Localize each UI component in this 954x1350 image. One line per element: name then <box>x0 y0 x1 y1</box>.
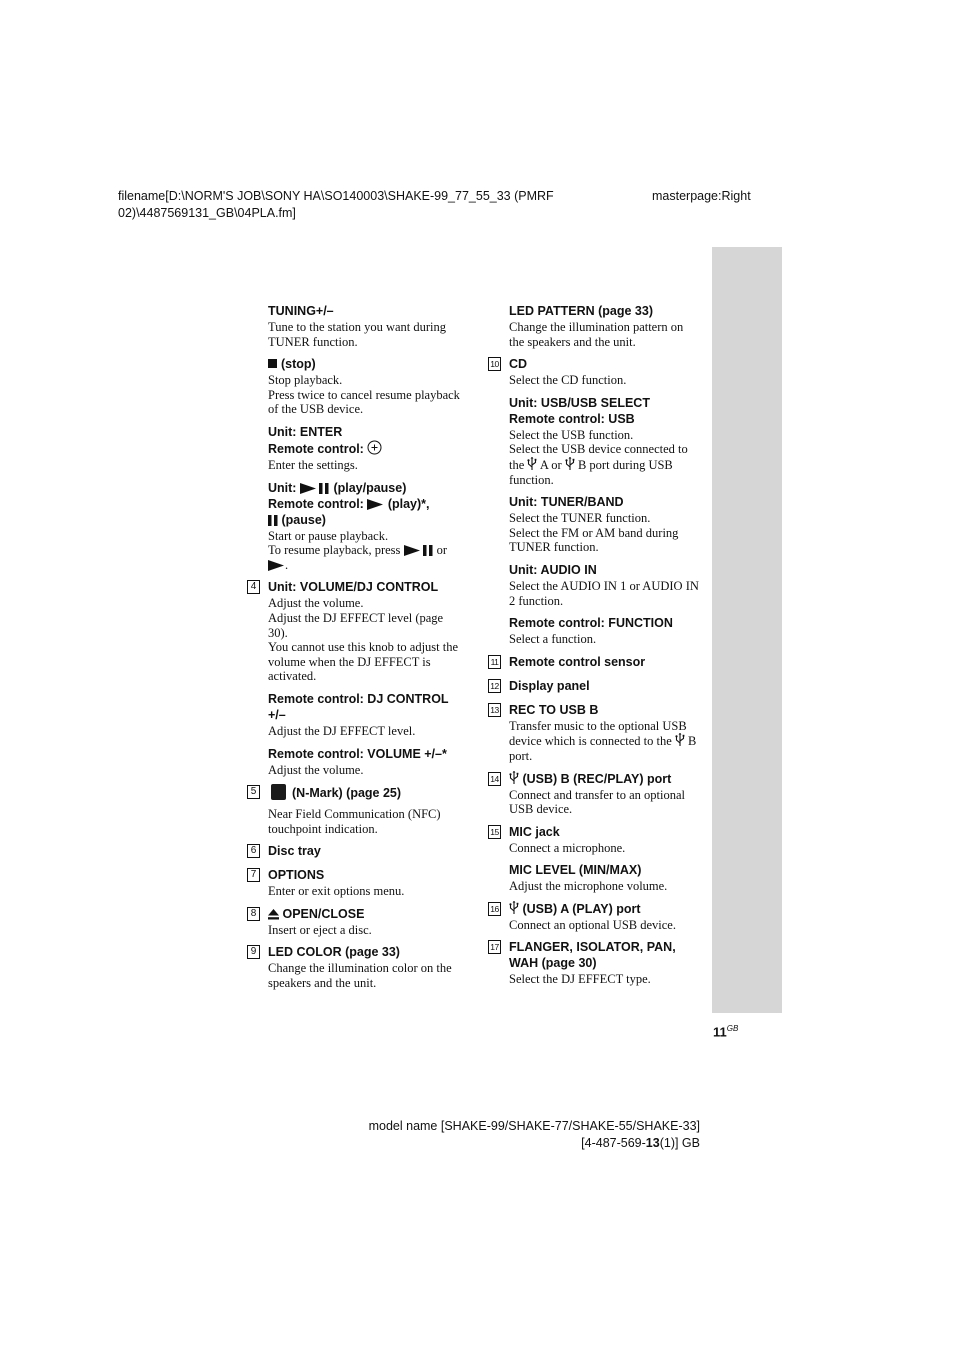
led-pattern-heading: LED PATTERN (page 33) <box>509 304 653 318</box>
item-7-heading <box>250 867 460 883</box>
play-heading-remote <box>268 496 460 512</box>
tuner-text-2: Select the FM or AM band during TUNER function. <box>509 525 679 555</box>
tuning-text: Tune to the station you want during TUNER function. <box>268 320 447 349</box>
item-number-4: 4 <box>247 580 260 594</box>
play-pause-icon-inline <box>404 545 434 556</box>
enter-heading-unit: Unit: ENTER <box>268 424 343 439</box>
stop-text <box>268 373 460 417</box>
item-8-heading <box>250 906 460 922</box>
enter-heading-remote <box>268 440 460 457</box>
dj-control-heading: Remote control: DJ CONTROL +/– <box>268 691 449 722</box>
pause-icon <box>268 515 278 526</box>
item-17-heading <box>490 939 701 971</box>
play-heading-unit-label: Unit: <box>268 480 297 495</box>
play-heading-remote-text: (play)*, <box>387 496 430 511</box>
item-number-17: 17 <box>488 940 501 954</box>
item-13-text <box>509 719 701 764</box>
n-mark-icon <box>271 784 286 800</box>
page-number <box>713 1024 738 1039</box>
item-5-heading <box>250 784 460 801</box>
usb-icon <box>527 457 537 471</box>
usb-text-2b: A or <box>539 457 562 472</box>
item-7-heading-text: OPTIONS <box>268 868 325 883</box>
item-number-14: 14 <box>488 772 501 786</box>
play-text-2: To resume playback, press <box>268 543 401 558</box>
item-13-heading <box>490 702 701 718</box>
mic-level-text: Adjust the microphone volume. <box>509 879 668 894</box>
usb-text-1: Select the USB function. <box>509 427 634 442</box>
tuning-heading <box>268 303 460 319</box>
item-4-text-3: You cannot use this knob to adjust the volume when the DJ EFFECT is activated. <box>268 640 459 684</box>
item-number-5: 5 <box>247 785 260 799</box>
item-14-text: Connect and transfer to an optional USB device. <box>509 787 685 817</box>
play-text: Start or pause playback. To resume playback, press or . <box>268 528 448 572</box>
item-number-8: 8 <box>247 907 260 921</box>
play-icon-inline <box>268 560 285 571</box>
item-12-heading-text: Display panel <box>509 678 590 693</box>
footer-code-bold: 13 <box>645 1136 660 1150</box>
stop-heading-text: (stop) <box>281 357 316 372</box>
play-text-1: Start or pause playback. <box>268 528 389 543</box>
item-6-heading <box>250 843 460 859</box>
usb-icon <box>509 901 519 915</box>
usb-icon <box>509 771 519 785</box>
led-pattern-text: Change the illumination pattern on the speakers and the unit. <box>509 320 684 349</box>
item-10-heading <box>490 356 701 372</box>
item-8-heading-text: OPEN/CLOSE <box>282 906 365 921</box>
play-text-or: or <box>436 543 448 558</box>
play-pause-icon <box>300 483 330 494</box>
item-4-heading <box>250 579 460 595</box>
item-number-12: 12 <box>488 679 501 693</box>
item-13-heading-text: REC TO USB B <box>509 702 599 717</box>
item-6-heading-text: Disc tray <box>268 844 321 859</box>
item-number-11: 11 <box>488 655 501 669</box>
item-13-text-b: B port. <box>509 734 697 763</box>
item-4-heading-text: Unit: VOLUME/DJ CONTROL <box>268 580 439 595</box>
side-tab <box>712 247 782 1013</box>
pause-heading <box>268 512 460 528</box>
item-9-heading <box>250 944 460 960</box>
tuner-text <box>509 511 701 555</box>
item-number-6: 6 <box>247 844 260 858</box>
footer <box>369 1118 700 1152</box>
item-4-text-2: Adjust the DJ EFFECT level (page 30). <box>268 610 444 640</box>
play-icon <box>367 499 384 510</box>
item-9-heading-text: LED COLOR (page 33) <box>268 945 400 960</box>
enter-circle-icon <box>367 440 382 455</box>
mic-level-heading: MIC LEVEL (MIN/MAX) <box>509 863 642 878</box>
usb-text-2a: Select the USB device connected to the <box>509 442 688 472</box>
play-heading-unit-text: (play/pause) <box>333 480 407 495</box>
enter-heading-remote-text: Remote control: <box>268 441 364 456</box>
page-number-value: 11 <box>713 1024 727 1040</box>
stop-icon <box>268 359 277 368</box>
left-column <box>250 303 460 998</box>
page-number-suffix: GB <box>726 1024 739 1033</box>
item-15-text: Connect a microphone. <box>509 840 626 855</box>
pause-heading-text: (pause) <box>281 512 326 527</box>
footer-code <box>369 1135 700 1152</box>
footer-code-a: [4-487-569- <box>581 1136 646 1150</box>
item-13-text-a: Transfer music to the optional USB device which is connected to the <box>509 718 687 749</box>
right-column <box>490 303 701 994</box>
enter-text: Enter the settings. <box>268 457 358 472</box>
item-15-heading-text: MIC jack <box>509 824 560 839</box>
header-masterpage: masterpage:Right <box>652 189 751 203</box>
item-9-text: Change the illumination color on the speakers and the unit. <box>268 961 452 991</box>
footer-model: model name [SHAKE-99/SHAKE-77/SHAKE-55/SHAKE-33] <box>368 1119 700 1133</box>
tuner-text-1: Select the TUNER function. <box>509 511 651 526</box>
usb-icon <box>565 457 575 471</box>
item-number-15: 15 <box>488 825 501 839</box>
play-heading-remote-label: Remote control: <box>268 496 364 511</box>
audio-in-heading: Unit: AUDIO IN <box>509 562 597 577</box>
audio-in-text: Select the AUDIO IN 1 or AUDIO IN 2 function. <box>509 578 699 608</box>
function-heading: Remote control: FUNCTION <box>509 616 673 631</box>
stop-heading <box>268 356 460 372</box>
item-5-heading-text: (N-Mark) (page 25) <box>292 786 402 801</box>
usb-text <box>509 428 701 487</box>
item-number-13: 13 <box>488 703 501 717</box>
item-11-heading-text: Remote control sensor <box>509 654 646 669</box>
tuner-heading: Unit: TUNER/BAND <box>509 495 624 510</box>
dj-control-text: Adjust the DJ EFFECT level. <box>268 723 416 738</box>
item-number-16: 16 <box>488 902 501 916</box>
usb-icon <box>675 733 685 747</box>
stop-text-1: Stop playback. <box>268 373 343 388</box>
tuning-heading-text: TUNING+/– <box>268 304 334 318</box>
item-7-text: Enter or exit options menu. <box>268 884 405 899</box>
item-14-heading-text: (USB) B (REC/PLAY) port <box>522 771 672 786</box>
item-16-text: Connect an optional USB device. <box>509 917 676 932</box>
item-17-text: Select the DJ EFFECT type. <box>509 972 651 987</box>
item-number-10: 10 <box>488 357 501 371</box>
usb-heading-unit: Unit: USB/USB SELECT <box>509 395 650 410</box>
stop-text-2: Press twice to cancel resume playback of the USB device. <box>268 387 460 417</box>
function-text: Select a function. <box>509 632 597 647</box>
item-10-heading-text: CD <box>509 357 528 372</box>
item-16-heading-text: (USB) A (PLAY) port <box>522 901 641 916</box>
play-heading-unit <box>268 480 460 496</box>
item-10-text: Select the CD function. <box>509 373 627 388</box>
item-11-heading <box>490 654 701 670</box>
usb-heading-remote: Remote control: USB <box>509 411 635 426</box>
item-12-heading <box>490 678 701 694</box>
item-16-heading <box>490 901 701 917</box>
item-4-text <box>268 596 460 684</box>
header-filename: filename[D:\NORM'S JOB\SONY HA\SO140003\SHAKE-99_77_55_33 (PMRF 02)\4487569131_GB\04PLA.fm] <box>118 189 554 220</box>
item-17-heading-text: FLANGER, ISOLATOR, PAN, WAH (page 30) <box>509 940 676 971</box>
item-15-heading <box>490 824 701 840</box>
eject-icon <box>268 909 279 920</box>
footer-code-b: (1)] GB <box>659 1136 700 1150</box>
item-14-heading <box>490 771 701 787</box>
item-8-text: Insert or eject a disc. <box>268 922 372 937</box>
item-number-9: 9 <box>247 945 260 959</box>
volume-heading: Remote control: VOLUME +/–* <box>268 746 447 761</box>
item-5-text: Near Field Communication (NFC) touchpoint indication. <box>268 807 441 836</box>
usb-text-2c: B port during USB function. <box>509 457 673 487</box>
item-number-7: 7 <box>247 868 260 882</box>
item-4-text-1: Adjust the volume. <box>268 596 364 611</box>
volume-text: Adjust the volume. <box>268 762 364 777</box>
